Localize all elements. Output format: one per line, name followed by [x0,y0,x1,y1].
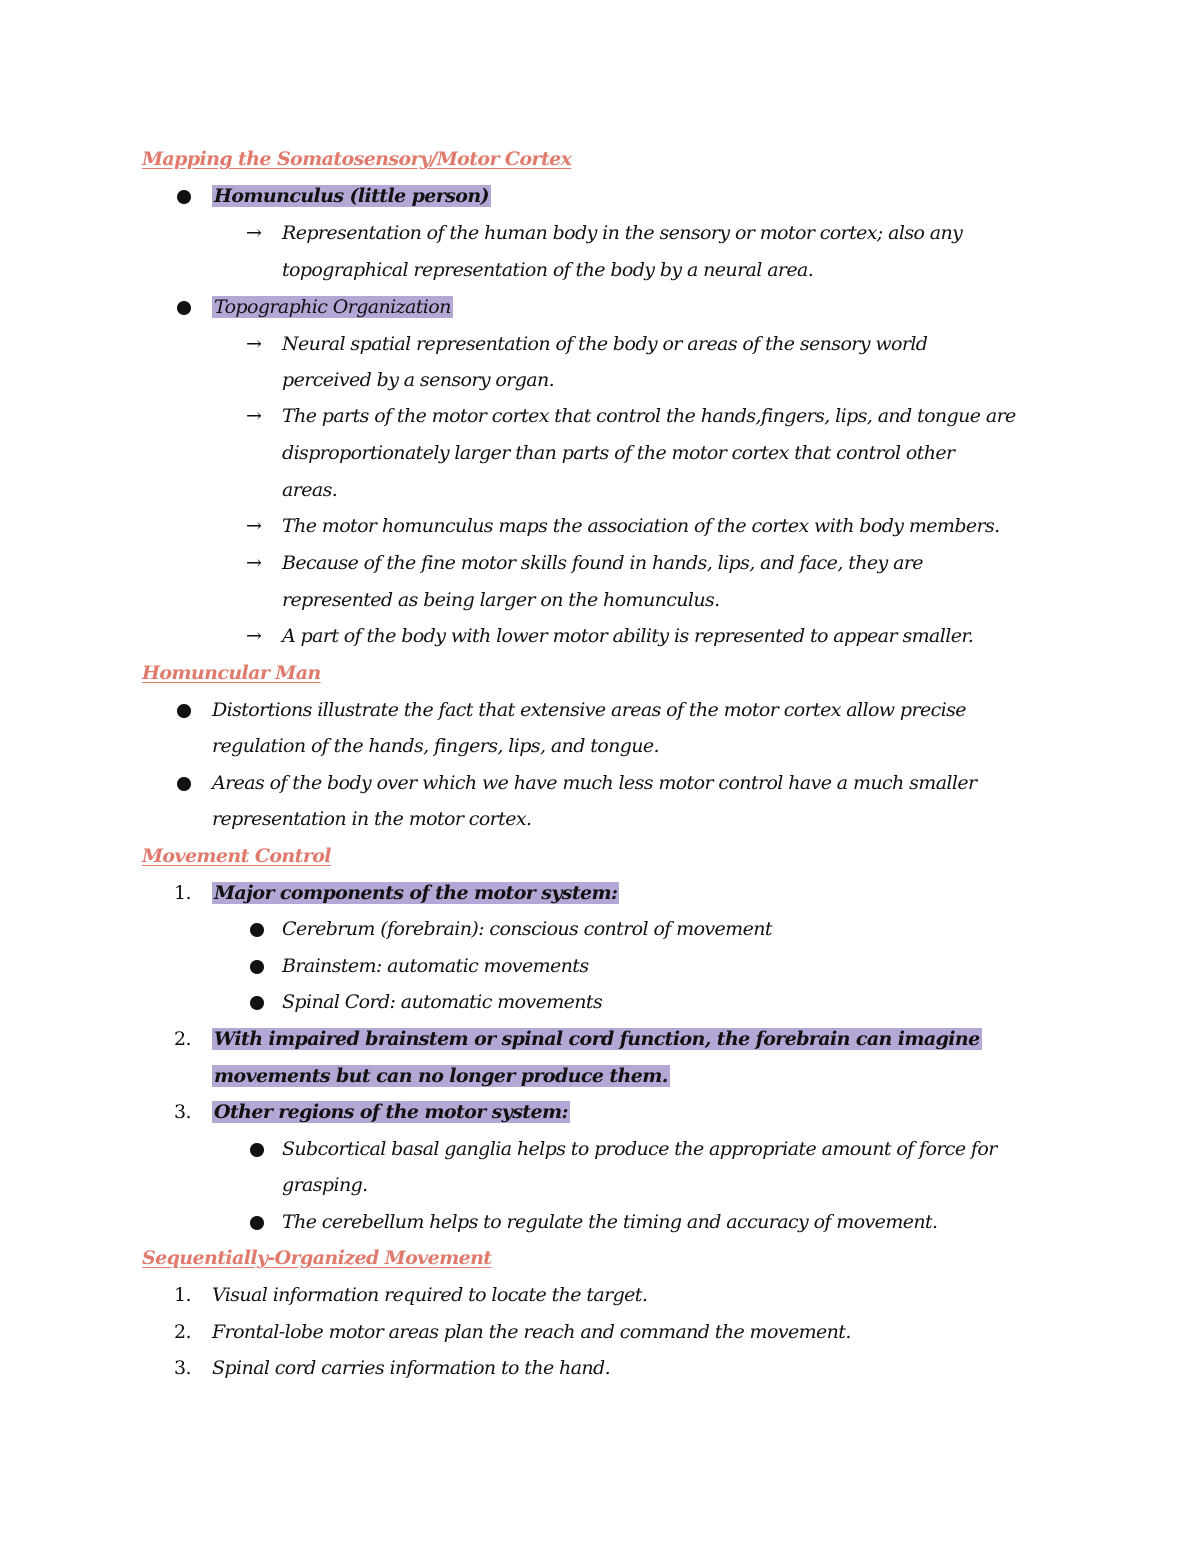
list-item: Areas of the body over which we have much less motor control have a much smaller [212,772,977,794]
highlighted-text: movements but can no longer produce them. [214,1065,668,1087]
list-item: Distortions illustrate the fact that extensive areas of the motor cortex allow precise [212,699,966,721]
highlighted-text: Other regions of the motor system: [214,1101,568,1123]
list-item-continuation: perceived by a sensory organ. [282,369,555,391]
bullet-icon [250,960,264,974]
list-item: The motor homunculus maps the association of the cortex with body members. [282,515,1000,537]
section-heading-sequential-movement: Sequentially-Organized Movement [142,1247,492,1269]
highlighted-term: Homunculus (little person) [214,185,489,207]
list-item-continuation: areas. [282,479,338,501]
bullet-icon [177,777,191,791]
bullet-icon [250,923,264,937]
list-item-continuation: represented as being larger on the homunculus. [282,589,720,611]
list-item [212,875,619,912]
bullet-icon [177,301,191,315]
highlighted-text: With impaired brainstem or spinal cord function, the forebrain can imagine [214,1028,980,1050]
list-item: Neural spatial representation of the body or areas of the sensory world [282,333,928,355]
list-item: Spinal Cord: automatic movements [282,991,603,1013]
list-number: 2. [174,1321,191,1343]
list-item: The cerebellum helps to regulate the timing and accuracy of movement. [282,1211,938,1233]
arrow-icon: → [246,515,262,537]
arrow-icon: → [246,625,262,647]
list-item: Visual information required to locate the target. [212,1284,648,1306]
list-item [212,1021,982,1058]
list-number: 3. [174,1357,191,1379]
list-item [212,1094,570,1131]
arrow-icon: → [246,552,262,574]
list-item-continuation: representation in the motor cortex. [212,808,532,830]
list-item: Cerebrum (forebrain): conscious control of movement [282,918,772,940]
term-topographic-organization [212,289,453,326]
list-item: Because of the fine motor skills found in hands, lips, and face, they are [282,552,923,574]
list-item: Brainstem: automatic movements [282,955,589,977]
list-number: 2. [174,1028,191,1050]
arrow-icon: → [246,405,262,427]
section-heading-homuncular-man: Homuncular Man [142,662,321,684]
section-heading-mapping: Mapping the Somatosensory/Motor Cortex [142,148,572,170]
arrow-icon: → [246,333,262,355]
list-item: The parts of the motor cortex that control the hands,fingers, lips, and tongue are [282,405,1016,427]
list-item: Frontal-lobe motor areas plan the reach and command the movement. [212,1321,851,1343]
section-heading-movement-control: Movement Control [142,845,331,867]
list-item-continuation: topographical representation of the body by a neural area. [282,259,814,281]
term-homunculus [212,178,491,215]
bullet-icon [250,996,264,1010]
list-number: 1. [174,882,191,904]
list-number: 1. [174,1284,191,1306]
list-item-continuation [212,1058,670,1095]
list-item: Representation of the human body in the sensory or motor cortex; also any [282,222,963,244]
list-item-continuation: regulation of the hands, fingers, lips, and tongue. [212,735,659,757]
list-number: 3. [174,1101,191,1123]
list-item: A part of the body with lower motor ability is represented to appear smaller. [282,625,974,647]
list-item: Subcortical basal ganglia helps to produce the appropriate amount of force for [282,1138,997,1160]
arrow-icon: → [246,222,262,244]
list-item-continuation: grasping. [282,1174,368,1196]
highlighted-term: Topographic Organization [214,296,451,318]
list-item-continuation: disproportionately larger than parts of the motor cortex that control other [282,442,955,464]
bullet-icon [250,1216,264,1230]
highlighted-text: Major components of the motor system: [214,882,618,904]
bullet-icon [250,1143,264,1157]
bullet-icon [177,190,191,204]
bullet-icon [177,704,191,718]
list-item: Spinal cord carries information to the hand. [212,1357,611,1379]
